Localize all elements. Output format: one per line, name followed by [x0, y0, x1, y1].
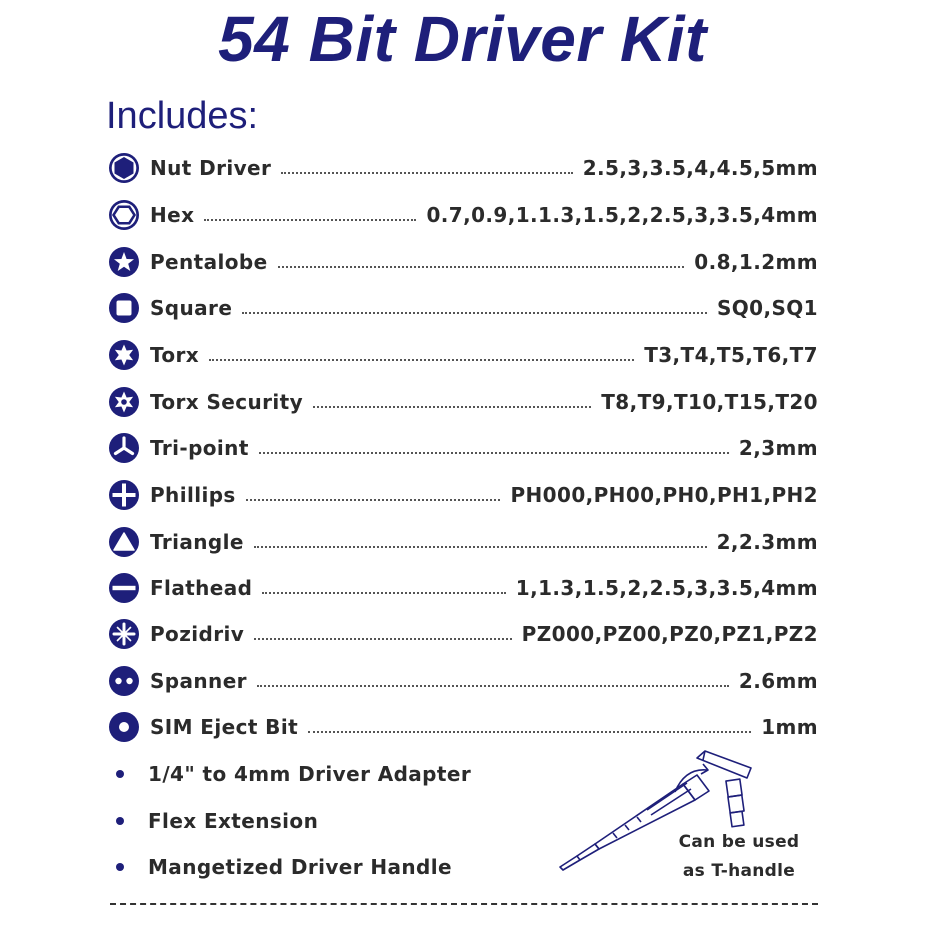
leader-dots	[209, 359, 634, 361]
page-title: 54 Bit Driver Kit	[218, 3, 707, 75]
leader-dots	[246, 499, 501, 501]
bit-sizes: 2.6mm	[738, 669, 818, 693]
pozidriv-icon	[108, 618, 140, 650]
bit-row-square	[108, 291, 818, 325]
bullet-icon	[116, 770, 124, 778]
tri-point-icon	[108, 432, 140, 464]
leader-dots	[281, 172, 572, 174]
bit-row-torx	[108, 338, 818, 372]
bit-name: SIM Eject Bit	[150, 715, 299, 739]
bit-row-sim-eject	[108, 710, 818, 744]
extra-item-flex-extension	[116, 806, 318, 836]
bit-name: Phillips	[150, 483, 236, 507]
flathead-icon	[108, 572, 140, 604]
bit-sizes: 2,3mm	[738, 436, 818, 460]
t-handle-note	[664, 828, 814, 886]
bit-name: Pentalobe	[150, 250, 268, 274]
bit-sizes: 0.7,0.9,1.1.3,1.5,2,2.5,3,3.5,4mm	[426, 203, 818, 227]
bit-row-torx-security	[108, 385, 818, 419]
extra-item-label: 1/4" to 4mm Driver Adapter	[148, 762, 472, 786]
nut-driver-icon	[108, 152, 140, 184]
extra-item-label: Flex Extension	[148, 809, 319, 833]
bit-sizes: T3,T4,T5,T6,T7	[644, 343, 818, 367]
leader-dots	[313, 406, 591, 408]
torx-icon	[108, 339, 140, 371]
leader-dots	[308, 731, 751, 733]
bit-name: Hex	[150, 203, 195, 227]
triangle-icon	[108, 526, 140, 558]
bit-row-nut-driver	[108, 151, 818, 185]
bit-name: Square	[150, 296, 233, 320]
note-line-1: Can be used	[678, 832, 800, 852]
bit-name: Torx Security	[150, 390, 304, 414]
bit-sizes: SQ0,SQ1	[716, 296, 818, 320]
bit-name: Torx	[150, 343, 200, 367]
bit-row-tri-point	[108, 431, 818, 465]
bit-sizes: 2.5,3,3.5,4,4.5,5mm	[582, 156, 818, 180]
leader-dots	[257, 685, 729, 687]
leader-dots	[259, 452, 729, 454]
bit-row-spanner	[108, 664, 818, 698]
leader-dots	[204, 219, 416, 221]
bottom-divider	[110, 903, 818, 905]
note-line-2: as T-handle	[682, 861, 796, 881]
includes-heading: Includes:	[106, 95, 259, 137]
bit-sizes: 2,2.3mm	[716, 530, 818, 554]
bit-sizes: PH000,PH00,PH0,PH1,PH2	[510, 483, 818, 507]
extra-item-driver-handle	[116, 852, 452, 882]
bit-row-pozidriv	[108, 617, 818, 651]
bullet-icon	[116, 817, 124, 825]
bit-name: Pozidriv	[150, 622, 245, 646]
extra-item-adapter	[116, 759, 471, 789]
leader-dots	[278, 266, 685, 268]
pentalobe-icon	[108, 246, 140, 278]
square-icon	[108, 292, 140, 324]
phillips-icon	[108, 479, 140, 511]
hex-icon	[108, 199, 140, 231]
torx-security-icon	[108, 386, 140, 418]
extra-item-label: Mangetized Driver Handle	[148, 855, 452, 879]
leader-dots	[242, 312, 707, 314]
leader-dots	[254, 638, 512, 640]
bit-row-flathead	[108, 571, 818, 605]
bit-name: Spanner	[150, 669, 247, 693]
bit-row-phillips	[108, 478, 818, 512]
bit-name: Triangle	[150, 530, 244, 554]
bit-row-triangle	[108, 525, 818, 559]
bit-sizes: 1mm	[761, 715, 818, 739]
bit-row-hex	[108, 198, 818, 232]
spanner-icon	[108, 665, 140, 697]
bit-row-pentalobe	[108, 245, 818, 279]
bit-name: Nut Driver	[150, 156, 272, 180]
bullet-icon	[116, 863, 124, 871]
sim-eject-icon	[108, 711, 140, 743]
bit-sizes: 1,1.3,1.5,2,2.5,3,3.5,4mm	[515, 576, 818, 600]
bit-sizes: T8,T9,T10,T15,T20	[601, 390, 818, 414]
bit-sizes: PZ000,PZ00,PZ0,PZ1,PZ2	[521, 622, 818, 646]
bit-sizes: 0.8,1.2mm	[694, 250, 818, 274]
leader-dots	[262, 592, 505, 594]
bit-name: Flathead	[150, 576, 253, 600]
bit-name: Tri-point	[150, 436, 249, 460]
leader-dots	[254, 546, 707, 548]
